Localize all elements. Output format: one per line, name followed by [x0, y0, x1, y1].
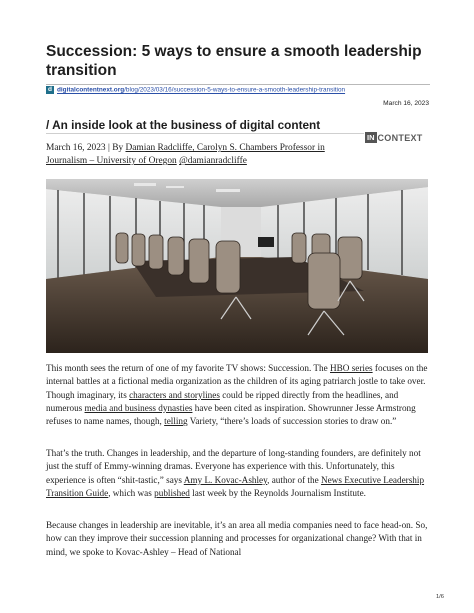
- body-paragraph-2: That’s the truth. Changes in leadership, and the departure of long-standing founders, are definitely not just the stuff of Emmy-winning dramas. Everyone has experience with this. Unfortunately, this experience is often “shit-tastic,” says Amy L. Kovac-Ashley, author of the News Executive Leadership Transition Guide, which was published last week by the Reynolds Journalism Institute.: [46, 448, 425, 498]
- author-link[interactable]: Damian Radcliffe, Carolyn S. Chambers Professor in Journalism – University of Oregon: [46, 143, 325, 167]
- body-paragraph-3: Because changes in leadership are inevitable, it’s an area all media companies need to face head-on. So, how can they improve their succession planning and processes for organizational change? With that in mind, we spoke to Kovac-Ashley – Head of National: [46, 520, 428, 557]
- incontext-logo-box: IN: [367, 133, 375, 142]
- url-domain[interactable]: digitalcontentnext.org: [57, 86, 125, 94]
- incontext-logo-text: CONTEXT: [377, 132, 423, 143]
- transition-guide-link[interactable]: News Executive Leadership Transition Guide: [46, 474, 425, 498]
- url-path[interactable]: /blog/2023/03/16/succession-5-ways-to-ensure-a-smooth-leadership-transition: [124, 86, 346, 94]
- media-dynasties-link[interactable]: media and business dynasties: [84, 402, 193, 413]
- amy-kovac-ashley-link[interactable]: Amy L. Kovac-Ashley: [183, 474, 268, 485]
- site-logo-icon: d: [46, 86, 54, 94]
- divider: [46, 133, 364, 134]
- published-link[interactable]: published: [154, 487, 190, 498]
- hbo-series-link[interactable]: HBO series: [330, 363, 373, 373]
- twitter-handle-link[interactable]: @damianradcliffe: [179, 156, 247, 167]
- body-paragraph-1: This month sees the return of one of my favorite TV shows: Succession. The HBO series focuses on the internal battles at a fictional media organization as the children of its aging patriarch jostle to take over. Though imaginary, its characters and storylines could be ripped directly from the headlines, and numerous media and business dynasties have been cited as inspiration. Showrunner Jesse Armstrong refuses to name names, though, telling Variety, “there’s loads of succession stories to draw on.”: [46, 363, 428, 427]
- byline: [46, 142, 366, 168]
- print-date: March 16, 2023: [383, 100, 429, 107]
- telling-link[interactable]: telling: [164, 416, 188, 427]
- incontext-logo: [365, 132, 423, 143]
- characters-storylines-link[interactable]: characters and storylines: [129, 389, 220, 400]
- section-heading: / An inside look at the business of digital content: [46, 118, 321, 132]
- byline-date: March 16, 2023 | By: [46, 143, 126, 153]
- page-title: Succession: 5 ways to ensure a smooth leadership transition: [46, 43, 422, 79]
- source-url[interactable]: [46, 84, 430, 98]
- conference-room-photo: [46, 179, 428, 353]
- page-number: 1/6: [435, 594, 444, 600]
